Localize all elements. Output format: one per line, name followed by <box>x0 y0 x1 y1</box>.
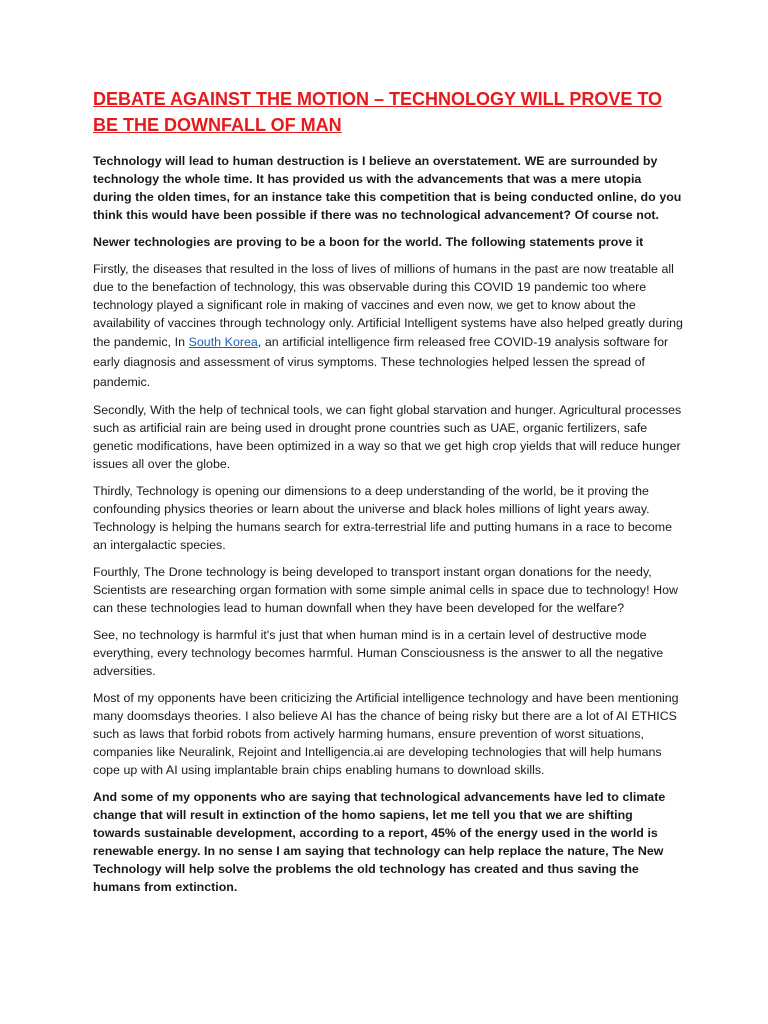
paragraph-boon: Newer technologies are proving to be a boon for the world. The following statements prove it <box>93 235 644 249</box>
document-page <box>93 86 683 905</box>
paragraph-secondly: Secondly, With the help of technical tools, we can fight global starvation and hunger. Agricultural processes such as artificial rain are being used in drought prone countries such as UAE, organic fertilizers, safe genetic modifications, have been optimized in a way so that we get high crop yields that will reduce hunger issues all over the globe. <box>93 403 682 471</box>
paragraph-consciousness: See, no technology is harmful it's just that when human mind is in a certain level of destructive mode everything, every technology becomes harmful. Human Consciousness is the answer to all the negative adversities. <box>93 628 664 678</box>
paragraph-climate: And some of my opponents who are saying that technological advancements have led to climate change that will result in extinction of the homo sapiens, let me tell you that we are shifting towards sustainable development, according to a report, 45% of the energy used in the world is renewable energy. In no sense I am saying that technology can help replace the nature, The New Technology will help solve the problems the old technology has created and thus saving the humans from extinction. <box>93 790 666 894</box>
paragraph-firstly <box>93 260 683 392</box>
paragraph-intro: Technology will lead to human destruction is I believe an overstatement. WE are surrounded by technology the whole time. It has provided us with the advancements that was a mere utopia during the olden times, for an instance take this competition that is being conducted online, do you think this would have been possible if there was no technological advancement? Of course not. <box>93 154 682 222</box>
document-title: DEBATE AGAINST THE MOTION – TECHNOLOGY WILL PROVE TO BE THE DOWNFALL OF MAN <box>93 89 663 135</box>
paragraph-firstly-text: Firstly, the diseases that resulted in the loss of lives of millions of humans in the past are now treatable all due to the benefaction of technology, this was observable during this COVID 19 pandemic too where technology played a significant role in making of vaccines and even now, we get to know about the availability of vaccines through technology only. Artificial Intelligent systems have also helped greatly during the pandemic, In <box>93 262 683 349</box>
paragraph-thirdly: Thirdly, Technology is opening our dimensions to a deep understanding of the world, be it proving the confounding physics theories or learn about the universe and black holes millions of light years away. Technology is helping the humans search for extra-terrestrial life and putting humans in a race to become an intergalactic species. <box>93 484 672 552</box>
south-korea-link[interactable]: South Korea <box>188 335 258 349</box>
paragraph-fourthly: Fourthly, The Drone technology is being developed to transport instant organ donations for the needy, Scientists are researching organ formation with some simple animal cells in space due to technology! How can these technologies lead to human downfall when they have been developed for the welfare? <box>93 565 678 615</box>
paragraph-firstly-text-end: , an artificial intelligence firm released free COVID-19 analysis software for early diagnosis and assessment of virus symptoms. These technologies helped lessen the spread of pandemic. <box>93 335 669 389</box>
paragraph-ai-ethics: Most of my opponents have been criticizing the Artificial intelligence technology and have been mentioning many doomsdays theories. I also believe AI has the chance of being risky but there are a lot of AI ETHICS such as laws that forbid robots from actively harming humans, ensure prevention of worst situations, companies like Neuralink, Rejoint and Intelligencia.ai are developing technologies that will help humans cope up with AI using implantable brain chips enabling humans to download skills. <box>93 691 679 777</box>
